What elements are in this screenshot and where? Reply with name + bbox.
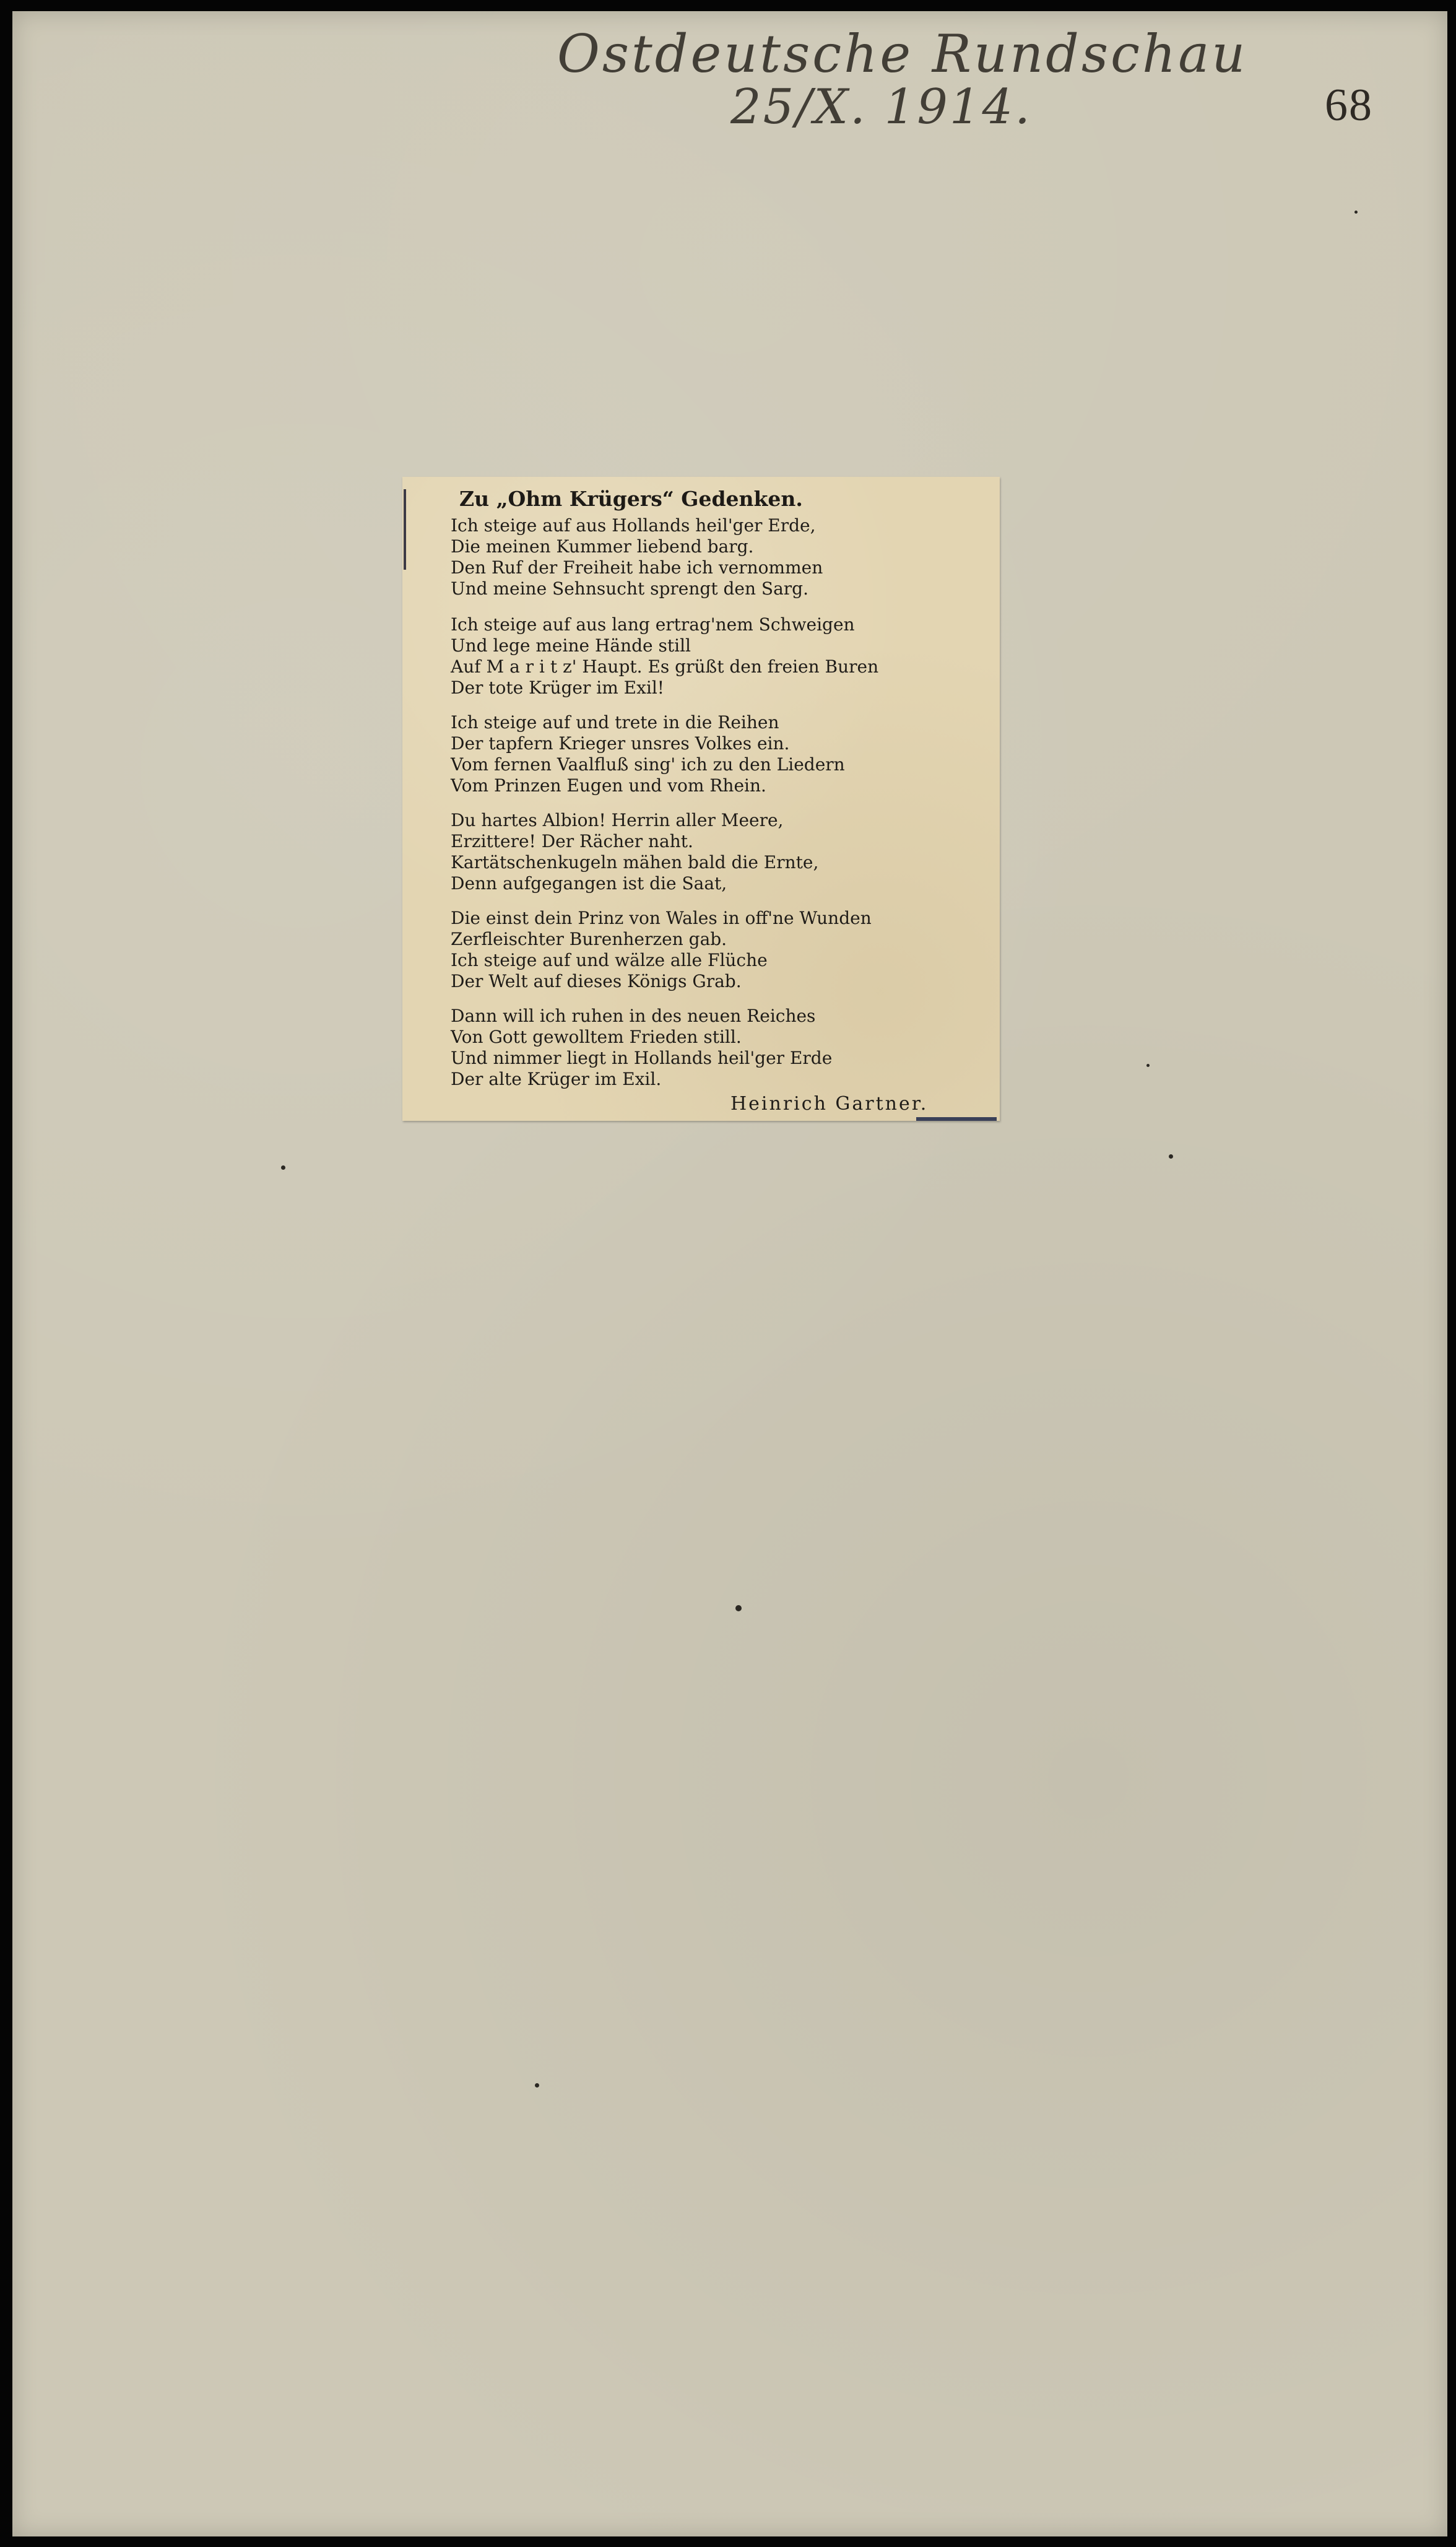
archive-page [12,11,1447,2536]
poem-stanza [451,614,878,699]
poem-line: Ich steige auf und wälze alle Flüche [451,950,768,970]
poem-line: Ich steige auf aus Hollands heil'ger Erde, [451,515,816,536]
poem-line: Zerfleischter Burenherzen gab. [451,929,727,949]
poem-line: Ich steige auf aus lang ertrag'nem Schweigen [451,614,855,635]
handwritten-date: 25/X. 1914. [730,79,1032,135]
paper-speck [535,2083,539,2088]
poem-line: Der tapfern Krieger unsres Volkes ein. [451,733,790,754]
newspaper-clipping [402,477,1000,1121]
poem-line: Den Ruf der Freiheit habe ich vernommen [451,557,823,578]
paper-speck [1146,1064,1150,1067]
poem-author: Heinrich Gartner. [730,1093,929,1115]
poem-line: Denn aufgegangen ist die Saat, [451,873,727,894]
paper-speck [281,1165,285,1170]
poem-line: Der tote Krüger im Exil! [451,677,665,698]
poem-line: Erzittere! Der Rächer naht. [451,831,693,851]
poem-line: Dann will ich ruhen in des neuen Reiches [451,1006,816,1026]
poem-line: Die meinen Kummer liebend barg. [451,536,754,557]
page-number: 68 [1325,80,1373,131]
poem-line: Und meine Sehnsucht sprengt den Sarg. [451,578,808,599]
handwritten-source: Ostdeutsche Rundschau [557,24,1248,84]
poem-line: Der alte Krüger im Exil. [451,1069,662,1089]
poem-line: Der Welt auf dieses Königs Grab. [451,971,742,991]
poem-stanza [451,908,872,992]
poem-stanza [451,810,818,894]
paper-speck [1354,211,1358,214]
handwritten-annotation [520,11,1248,154]
poem-stanza [451,1006,832,1090]
poem-line: Vom Prinzen Eugen und vom Rhein. [451,775,766,796]
poem-line: Und nimmer liegt in Hollands heil'ger Erde [451,1048,833,1068]
poem-line: Ich steige auf und trete in die Reihen [451,712,779,733]
poem-stanza [451,712,845,796]
poem-title: Zu „Ohm Krügers“ Gedenken. [459,487,803,511]
poem-stanza [451,515,823,599]
poem-line: Vom fernen Vaalfluß sing' ich zu den Liedern [451,754,845,775]
poem-line: Auf M a r i t z' Haupt. Es grüßt den freien Buren [451,656,879,677]
clipping-edge-mark [916,1117,997,1121]
poem-line: Die einst dein Prinz von Wales in off'ne Wunden [451,908,872,928]
paper-speck [1169,1154,1173,1159]
poem-line: Kartätschenkugeln mähen bald die Ernte, [451,852,819,873]
poem-line: Du hartes Albion! Herrin aller Meere, [451,810,784,830]
poem-line: Und lege meine Hände still [451,635,691,656]
paper-speck [735,1605,742,1611]
clipping-edge-mark [404,489,406,570]
poem-line: Von Gott gewolltem Frieden still. [451,1027,742,1047]
